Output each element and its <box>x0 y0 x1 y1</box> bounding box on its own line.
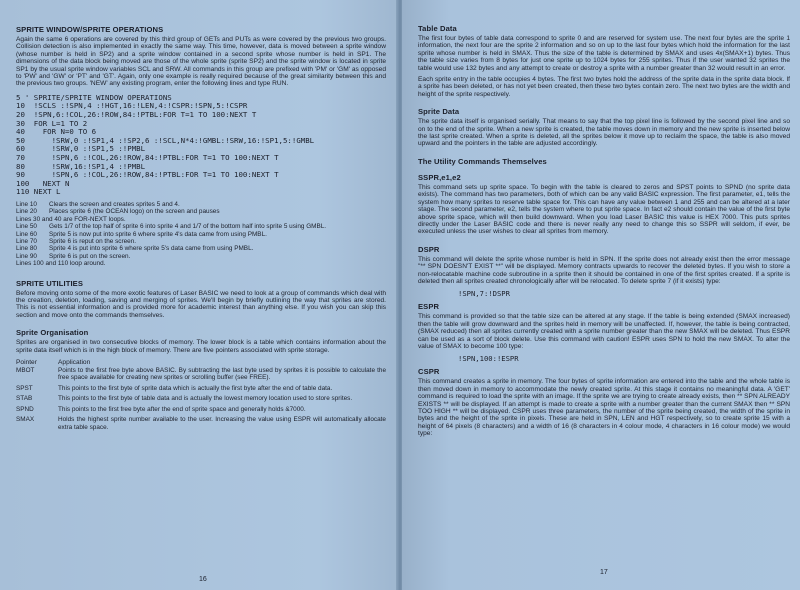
pointer-row <box>16 416 386 431</box>
heading-table-data: Table Data <box>418 24 457 33</box>
heading-dspr: DSPR <box>418 244 440 254</box>
pointer-table <box>16 358 386 431</box>
paragraph-table-data-1: The first four bytes of table data correspond to sprite 0 and are reserved for system use. The next four bytes are the sprite 1 information, the next four are the sprite 2 information and so on up to the last four bytes which hold the information for the last sprite whose number is held in SMAX. Thus the size of the table is determined by SMAX and uses 4x(SMAX+1) bytes. Thus the table size varies from 8 bytes for just one sprite up to 1024 bytes for 255 sprites. Thus if the user wanted 32 sprites the table would use 132 bytes and any attempt to create or destroy a sprite with a number greater than 32 would result in an error. <box>418 35 790 72</box>
line-note-label: Line 10 <box>16 200 37 208</box>
line-note-label: Lines 100 and 110 loop around. <box>16 260 106 268</box>
code-line: 30 FOR L=1 TO 2 <box>16 118 88 128</box>
line-note <box>16 238 386 245</box>
paragraph-sprite-utilities: Before moving onto some of the more exotic features of Laser BASIC we need to look at a group of commands which deal with the creation, deletion, loading, saving and merging of sprites. We'll begin by briefly outlining the way that sprites are stored. This is not essential information and is provided more for academic interest than anything else. If you wish you can skip this section and move onto the commands themselves. <box>16 289 386 319</box>
left-page <box>0 0 398 590</box>
heading-sspr: SSPR,e1,e2 <box>418 172 461 182</box>
application-column-header: Application <box>58 359 91 367</box>
paragraph-dspr: This command will delete the sprite whose number is held in SPN. If the sprite does not already exist then the error message "** SPN DOESN'T EXIST **" will be displayed. Memory contracts upwards to recover the deleted bytes. If you wish to store a non-relocatable machine code subroutine in a sprite then it should be contained in one of the first sprites created. If a sprite is deleted then all sprites created chronologically after will be relocated. To delete sprite 7 (if it exists) type: <box>418 255 790 285</box>
heading-sprite-data: Sprite Data <box>418 107 460 117</box>
pointer-row <box>16 395 386 402</box>
pointer-description: This points to the first free byte after the end of sprite space and generally holds &7000. <box>58 405 306 413</box>
heading-cspr: CSPR <box>418 367 440 377</box>
code-line: 10 !SCLS :!SPN,4 :!HGT,16:!LEN,4:!CSPR:!SPN,5:!CSPR <box>16 101 248 111</box>
line-note <box>16 253 386 260</box>
heading-utility-commands: The Utility Commands Themselves <box>418 156 547 166</box>
line-note-text: Sprite 6 is reput on the screen. <box>49 238 137 245</box>
page-number-right: 17 <box>600 569 608 576</box>
pointer-description: This points to the first byte of sprite data which is actually the first byte after the end of table data. <box>58 384 333 392</box>
line-note <box>16 245 386 252</box>
line-note-label: Lines 30 and 40 are FOR-NEXT loops. <box>16 215 126 223</box>
paragraph-sspr: This command sets up sprite space. To begin with the table is cleared to zeros and SPST points to SPND (no sprite data exists). The command has two parameters, both of which can be any valid BASIC expression. The first parameter, e1, tells the system how many sprites to reserve table space for. This can have any value between 1 and 255 and can be altered at a later stage. The second parameter, e2, tells the system where to put sprite space. In fact e2 should contain the value of the first byte above sprite space, which will then build downward. When you load Laser BASIC this value is HEX 7000. This puts sprites directly under the Laser BASIC code and there is never really any need to change this so SSPR will seldom, if ever, be executed unless the user wishes to clear all sprites from memory. <box>418 183 790 236</box>
code-line: 90 !SPN,6 :!COL,26:!ROW,84:!PTBL:FOR T=1 TO 100:NEXT T <box>16 170 279 180</box>
pointer-name: SMAX <box>16 416 35 424</box>
heading-sprite-window-operations: SPRITE WINDOW/SPRITE OPERATIONS <box>16 25 164 34</box>
line-note-text: Sprite 4 is put into sprite 6 where sprite 5's data came from using PMBL. <box>49 245 254 253</box>
code-listing <box>16 94 386 197</box>
heading-sprite-organisation: Sprite Organisation <box>16 328 89 338</box>
pointer-column-header: Pointer <box>16 359 37 367</box>
pointer-row <box>16 367 386 382</box>
heading-espr: ESPR <box>418 302 440 312</box>
code-line: 5 ' SPRITE/SPRITE WINDOW OPERATIONS <box>16 92 172 102</box>
code-line: 60 !SRW,0 :!SP1,5 :!PMBL <box>16 144 146 154</box>
line-note-text: Sprite 5 is now put into sprite 6 where sprite 4's data came from using PMBL. <box>49 230 267 238</box>
code-line: 70 !SPN,6 :!COL,26:!ROW,84:!PTBL:FOR T=1 TO 100:NEXT T <box>16 153 279 162</box>
line-note-label: Line 90 <box>16 252 37 260</box>
paragraph-table-data-2: Each sprite entry in the table occupies 4 bytes. The first two bytes hold the address of the sprite data in the sprite data block. If a sprite has been deleted, or has not yet been created, then these two bytes contain zero. The next two bytes are the width and height of the sprite respectively. <box>418 76 790 98</box>
pointer-description: Points to the first free byte above BASIC. By subtracting the last byte used by sprites it is possible to calculate the free space available for creating new sprites or scrolling buffer (see FREE). <box>58 367 386 382</box>
line-notes <box>16 201 386 268</box>
paragraph-sprite-data: The sprite data itself is organised serially. That means to say that the top pixel line is followed by the second pixel line and so on to the end of the sprite. When a new sprite is created, the table moves down in memory and the new sprite is inserted below the last sprite created. When a sprite is deleted, all the sprites below it move up to reclaim the space, the table is also moved upward and the pointers in the table are adjusted accordingly. <box>418 118 790 148</box>
code-line: 80 !SRW,16:!SP1,4 :!PMBL <box>16 161 146 171</box>
line-note <box>16 216 386 223</box>
code-line: 20 !SPN,6:!COL,26:!ROW,84:!PTBL:FOR T=1 TO 100:NEXT T <box>16 110 257 120</box>
line-note <box>16 231 386 238</box>
dspr-command-example: !SPN,7:!DSPR <box>458 289 510 299</box>
line-note <box>16 201 386 208</box>
pointer-table-header <box>16 358 386 367</box>
line-note-text: Gets 1/7 of the top half of sprite 6 into sprite 4 and 1/7 of the bottom half into sprite 5 using GMBL. <box>49 223 327 231</box>
paragraph-sprite-window-intro: Again the same 6 operations are covered by this third group of GETs and PUTs as were covered by the previous two groups. Collision detection is also implemented in exactly the same way. This time, however, data is moved between a sprite window (whose number is held in SP2) and a sprite window contained in a second sprite whose number is held in SP1. The dimensions of the data block being moved are those of the whole sprite (sprite SP2) and the sprite window is located in sprite SP1 by the usual sprite window variables SCL and SRW. All commands in this group are prefixed with 'PM' or 'GM' as opposed to 'PW' and 'GW' or 'PT' and 'GT'. Again, only one example is really required because of the great similarity between this and the previous two groups. 'NEW' any existing program, enter the following lines and type RUN. <box>16 36 386 88</box>
pointer-row <box>16 406 386 413</box>
right-page-content <box>418 24 790 442</box>
code-line: 50 !SRW,0 :!SP1,4 :!SP2,6 :!SCL,N*4:!GMBL:!SRW,16:!SP1,5:!GMBL <box>16 135 315 145</box>
line-note <box>16 223 386 230</box>
pointer-name: SPST <box>16 384 33 392</box>
code-line: 100 NEXT N <box>16 178 70 188</box>
line-note-text: Clears the screen and creates sprites 5 and 4. <box>49 200 180 208</box>
code-line: 40 FOR N=0 TO 6 <box>16 127 97 137</box>
heading-sprite-utilities: SPRITE UTILITIES <box>16 278 83 288</box>
line-note-text: Places sprite 6 (the OCEAN logo) on the screen and pauses <box>49 208 220 216</box>
code-line: 110 NEXT L <box>16 187 61 197</box>
paragraph-cspr: This command creates a sprite in memory. The four bytes of sprite information are entered into the table and the whole table is then moved down in memory to accommodate the newly created sprite. At this stage it contains no meaningful data. A 'GET' command is required to load the sprite with an image. If the sprite we are trying to create already exists, then ** SPN ALREADY EXISTS ** will be displayed. If an attempt is made to create a sprite with a number greater than the current SMAX then ** SPN TOO HIGH ** will be displayed. CSPR uses three parameters, the number of the sprite being created, the width of the sprite in bytes and the height of the sprite in pixels. These are held in SPN, LEN and HGT respectively, so to create sprite 15 with a height of 64 pixels (8 characters) and a width of 16 (8 characters in 4 colour mode, 4 characters in 16 colour mode) we would type: <box>418 378 790 438</box>
pointer-description: This points to the first byte of table data and is actually the lowest memory location used to store sprites. <box>58 395 353 403</box>
line-note-label: Line 70 <box>16 238 37 245</box>
paragraph-sprite-organisation: Sprites are organised in two consecutive blocks of memory. The lower block is a table which contains information about the sprite data itself which is in the high block of memory. There are five pointers associated with sprite storage. <box>16 339 386 354</box>
line-note <box>16 208 386 215</box>
pointer-description: Holds the highest sprite number available to the user. Increasing the value using ESPR will automatically allocate extra table space. <box>58 416 386 431</box>
line-note-label: Line 20 <box>16 208 37 216</box>
line-note-label: Line 80 <box>16 245 37 253</box>
line-note <box>16 260 386 267</box>
pointer-row <box>16 385 386 392</box>
pointer-name: SPND <box>16 405 34 413</box>
pointer-name: STAB <box>16 395 33 403</box>
pointer-name: MBOT <box>16 367 35 375</box>
right-page <box>402 0 800 590</box>
line-note-label: Line 60 <box>16 230 37 238</box>
left-page-content <box>16 25 386 434</box>
line-note-text: Sprite 6 is put on the screen. <box>49 252 131 260</box>
line-note-label: Line 50 <box>16 223 37 231</box>
espr-command-example: !SPN,100:!ESPR <box>458 354 519 364</box>
paragraph-espr: This command is provided so that the table size can be altered at any stage. If the table is being extended (SMAX increased) then the table will grow downward and the sprites held in memory will be unaffected. If, however, the table is being contracted, (SMAX reduced) then all sprites currently created with a sprite number greater than the new SMAX will be deleted. Thus ESPR can be used as a sort of block delete. Use this command with caution! ESPR uses SPN to hold the new SMAX. To alter the value of SMAX to become 100 type: <box>418 313 790 350</box>
page-number-left: 16 <box>199 576 207 583</box>
